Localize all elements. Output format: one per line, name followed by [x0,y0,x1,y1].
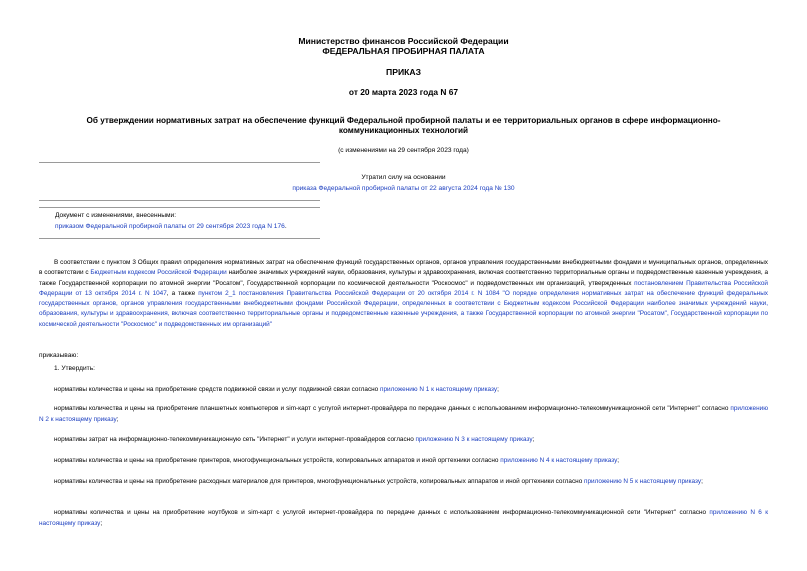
list-item [39,434,768,445]
item-end: ; [116,416,119,423]
preamble-paragraph [39,258,768,330]
item-text: нормативы количества и цены на приобретение средств подвижной связи и услуг подвижной связи согласно [54,386,381,393]
list-item [39,507,768,529]
resolution-1084-link[interactable]: пунктом 2_1 постановления Правительства Российской Федерации от 20 октября 2014 г. N 1084 "О порядке определения нормативных затрат на обеспечение функций федеральных государственных органов, органов управления государственными внебюджетными фондами Российской Федерации, определенных в соответствии с Бюджетным кодексом Российской Федерации наиболее значимых учреждений науки, образования, культуры и здравоохранения, включая соответственно территориальные органы и подведомственные казенные учреждения, а также Государственной корпорации по атомной энергии "Росатом", Государственной корпорации по космической деятельности "Роскосмос" и подведомственных им организаций" [39,289,768,328]
list-item [39,476,768,487]
list-item [39,384,768,395]
divider [39,207,320,208]
appendix-6-link[interactable]: приложению N 6 к настоящему приказу [39,509,768,527]
approve-text: 1. Утвердить: [54,365,95,372]
changes-link[interactable]: приказом Федеральной пробирной палаты от 29 сентября 2023 года N 176 [55,223,285,230]
item-text: нормативы количества и цены на приобретение расходных материалов для принтеров, многофункциональных устройств, копировальных аппаратов и иной оргтехники согласно [54,478,585,485]
item-text: нормативы затрат на информационно-телекоммуникационную сеть "Интернет" и услуги интернет-провайдеров согласно [54,436,416,443]
preamble-text: , а также [166,289,199,297]
list-item [39,403,768,425]
appendix-1-link[interactable]: приложению N 1 к настоящему приказу [380,386,498,393]
lost-force-label: Утратил силу на основании [361,174,446,181]
item-end: ; [617,457,620,464]
divider [39,162,320,163]
appendix-5-link[interactable]: приложению N 5 к настоящему приказу [584,478,702,485]
changes-line [55,222,287,232]
ministry-name: Министерство финансов Российской Федерации [298,36,509,46]
amendments-note: (с изменениями на 29 сентября 2023 года) [338,147,469,154]
item-end: ; [701,478,703,485]
item-end: ; [532,436,535,443]
list-item [39,455,768,466]
preamble-text: наиболее значимых учреждений науки, образования, культуры и здравоохранения, включая соответственно территориальные органы и подведомственные казенные учреждения, а также Государственной корпорации по атомной энергии "Росатом", Государственной корпорации по космической деятельности "Роскосмос" и подведомственных им организаций, утвержденных [39,269,768,287]
item-end: ; [497,386,499,393]
changes-label: Документ с изменениями, внесенными: [55,212,177,219]
divider [39,238,320,239]
item-end: ; [100,520,103,527]
budget-code-link[interactable]: Бюджетным кодексом Российской Федерации [90,269,227,277]
resolution-1047-link[interactable]: постановлением Правительства Российской Федерации от 13 октября 2014 г. N 1047 [39,279,768,297]
item-text: нормативы количества и цены на приобретение планшетных компьютеров и sim-карт с услугой интернет-провайдера по передаче данных с использованием информационно-телекоммуникационной сети "Интернет" согласно [54,405,731,412]
item-text: нормативы количества и цены на приобретение ноутбуков и sim-карт с услугой интернет-провайдера по передаче данных с использованием информационно-телекоммуникационной сети "Интернет" согласно [54,509,710,516]
divider [39,200,320,201]
appendix-2-link[interactable]: приложению N 2 к настоящему приказу [39,405,768,423]
document-title-line1: Об утверждении нормативных затрат на обеспечение функций Федеральной пробирной палаты и ее территориальных органов в сфере информационно- [86,116,721,125]
lost-force-line [0,184,807,194]
appendix-3-link[interactable]: приложению N 3 к настоящему приказу [415,436,533,443]
preamble-text: В соответствии с пунктом 3 Общих правил определения нормативных затрат на обеспечение функций государственных органов, органов управления государственными внебюджетными фондами и муниципальных органов, определенных в соответствии с [39,259,768,277]
document-date-number: от 20 марта 2023 года N 67 [348,87,459,97]
appendix-4-link[interactable]: приложению N 4 к настоящему приказу [500,457,618,464]
chamber-name: ФЕДЕРАЛЬНАЯ ПРОБИРНАЯ ПАЛАТА [322,46,485,56]
orders-text: приказываю: [39,352,79,359]
changes-link-suffix: . [284,223,287,230]
document-type: ПРИКАЗ [386,67,421,77]
lost-force-link[interactable]: приказа Федеральной пробирной палаты от 22 августа 2024 года № 130 [292,185,515,192]
item-text: нормативы количества и цены на приобретение принтеров, многофункциональных устройств, копировальных аппаратов и иной оргтехники согласно [54,457,501,464]
document-title-line2: коммуникационных технологий [338,126,469,135]
